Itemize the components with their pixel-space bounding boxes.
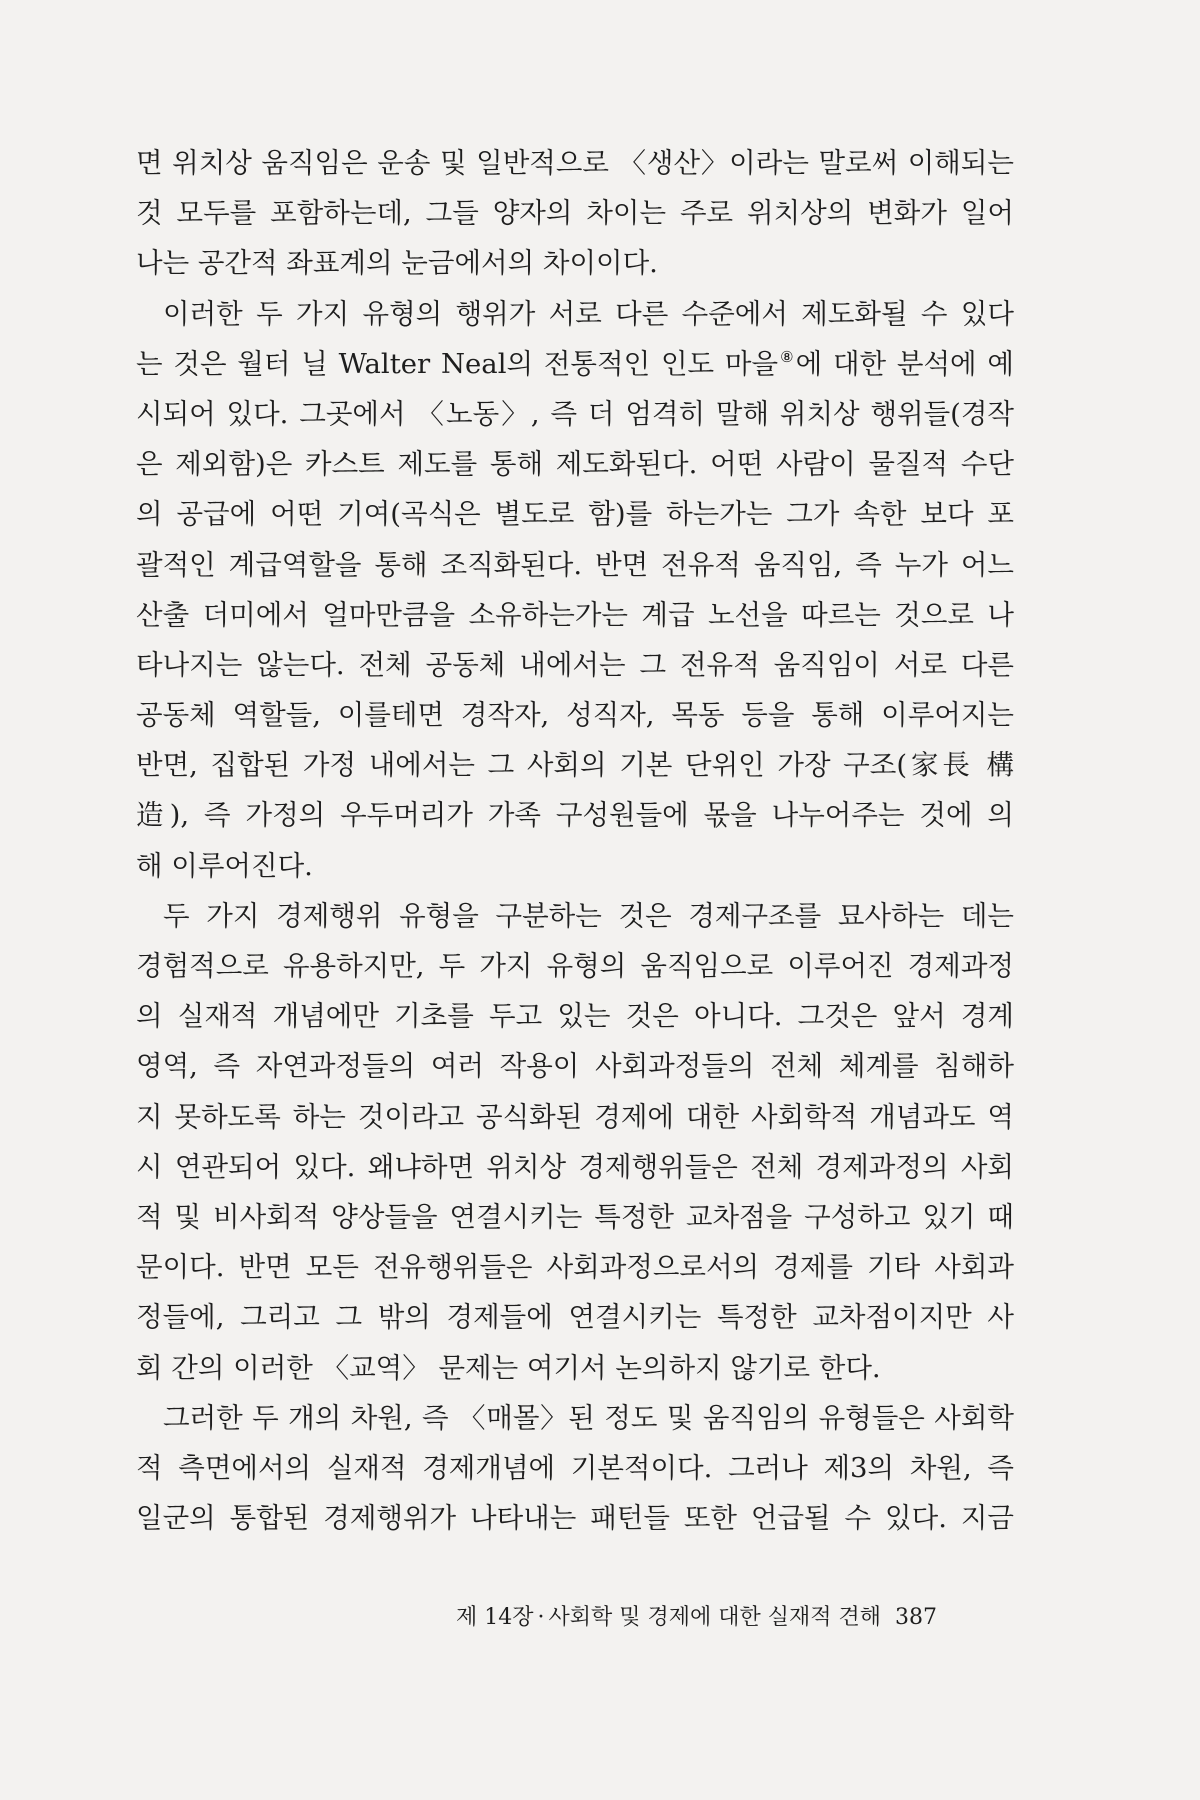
text-line: 경험적으로 유용하지만, 두 가지 유형의 움직임으로 이루어진 경제과정 [136,950,1014,982]
text-line: 공동체 역할들, 이를테면 경작자, 성직자, 목동 등을 통해 이루어지는 [136,699,1014,732]
text-line-with-footnote [136,339,1014,389]
text-line: 지 못하도록 하는 것이라고 공식화된 경제에 대한 사회학적 개념과도 역 [136,1100,1014,1133]
text-line: 것 모두를 포함하는데, 그들 양자의 차이는 주로 위치상의 변화가 일어 [136,197,1014,230]
text-line: 면 위치상 움직임은 운송 및 일반적으로 〈생산〉이라는 말로써 이해되는 [136,147,1014,179]
paragraph-first-line: 그러한 두 개의 차원, 즉 〈매몰〉된 정도 및 움직임의 유형들은 사회학 [163,1401,1014,1434]
text-line: 의 실재적 개념에만 기초를 두고 있는 것은 아니다. 그것은 앞서 경계 [136,1000,1014,1033]
text-line: 반면, 집합된 가정 내에서는 그 사회의 기본 단위인 가장 구조(家長 構 [136,749,1014,782]
footer-title: 사회학 및 경제에 대한 실재적 견해 [548,1605,881,1630]
text-line: 시 연관되어 있다. 왜냐하면 위치상 경제행위들은 전체 경제과정의 사회 [136,1150,1014,1183]
text-line: 적 및 비사회적 양상들을 연결시키는 특정한 교차점을 구성하고 있기 때 [136,1200,1014,1233]
text-line: 산출 더미에서 얼마만큼을 소유하는가는 계급 노선을 따르는 것으로 나 [136,598,1014,631]
text-line: 타나지는 않는다. 전체 공동체 내에서는 그 전유적 움직임이 서로 다른 [136,648,1014,681]
paragraph-first-line: 두 가지 경제행위 유형을 구분하는 것은 경제구조를 묘사하는 데는 [163,899,1014,932]
text-line: 의 공급에 어떤 기여(곡식은 별도로 함)를 하는가는 그가 속한 보다 포 [136,498,1014,531]
text-line: 괄적인 계급역할을 통해 조직화된다. 반면 전유적 움직임, 즉 누가 어느 [136,548,1014,581]
paragraph-first-line: 이러한 두 가지 유형의 행위가 서로 다른 수준에서 제도화될 수 있다 [163,297,1014,330]
text-line: 정들에, 그리고 그 밖의 경제들에 연결시키는 특정한 교차점이지만 사 [136,1301,1014,1334]
text-line: 문이다. 반면 모든 전유행위들은 사회과정으로서의 경제를 기타 사회과 [136,1251,1014,1284]
body-text [136,138,1014,1543]
text-line: 회 간의 이러한 〈교역〉 문제는 여기서 논의하지 않기로 한다. [136,1351,881,1384]
text-line: 해 이루어진다. [136,849,313,882]
page-number: 387 [895,1605,937,1630]
text-line: 적 측면에서의 실재적 경제개념에 기본적이다. 그러나 제3의 차원, 즉 [136,1451,1014,1484]
text-line: 시되어 있다. 그곳에서 〈노동〉, 즉 더 엄격히 말해 위치상 행위들(경작 [136,397,1014,430]
footer-separator: · [537,1605,545,1630]
footnote-marker[interactable]: ⑧ [778,347,796,366]
running-footer [456,1598,1014,1638]
text-segment: 는 것은 월터 닐 Walter Neal의 전통적인 인도 마을 [136,347,779,380]
text-line: 나는 공간적 좌표계의 눈금에서의 차이이다. [136,247,658,280]
text-line: 造), 즉 가정의 우두머리가 가족 구성원들에 몫을 나누어주는 것에 의 [136,799,1014,832]
text-line: 영역, 즉 자연과정들의 여러 작용이 사회과정들의 전체 체계를 침해하 [136,1050,1014,1083]
text-line: 은 제외함)은 카스트 제도를 통해 제도화된다. 어떤 사람이 물질적 수단 [136,448,1014,481]
text-line: 일군의 통합된 경제행위가 나타내는 패턴들 또한 언급될 수 있다. 지금 [136,1502,1014,1535]
footer-chapter: 제 14장 [456,1605,534,1630]
text-segment: 에 대한 분석에 예 [795,347,1014,380]
